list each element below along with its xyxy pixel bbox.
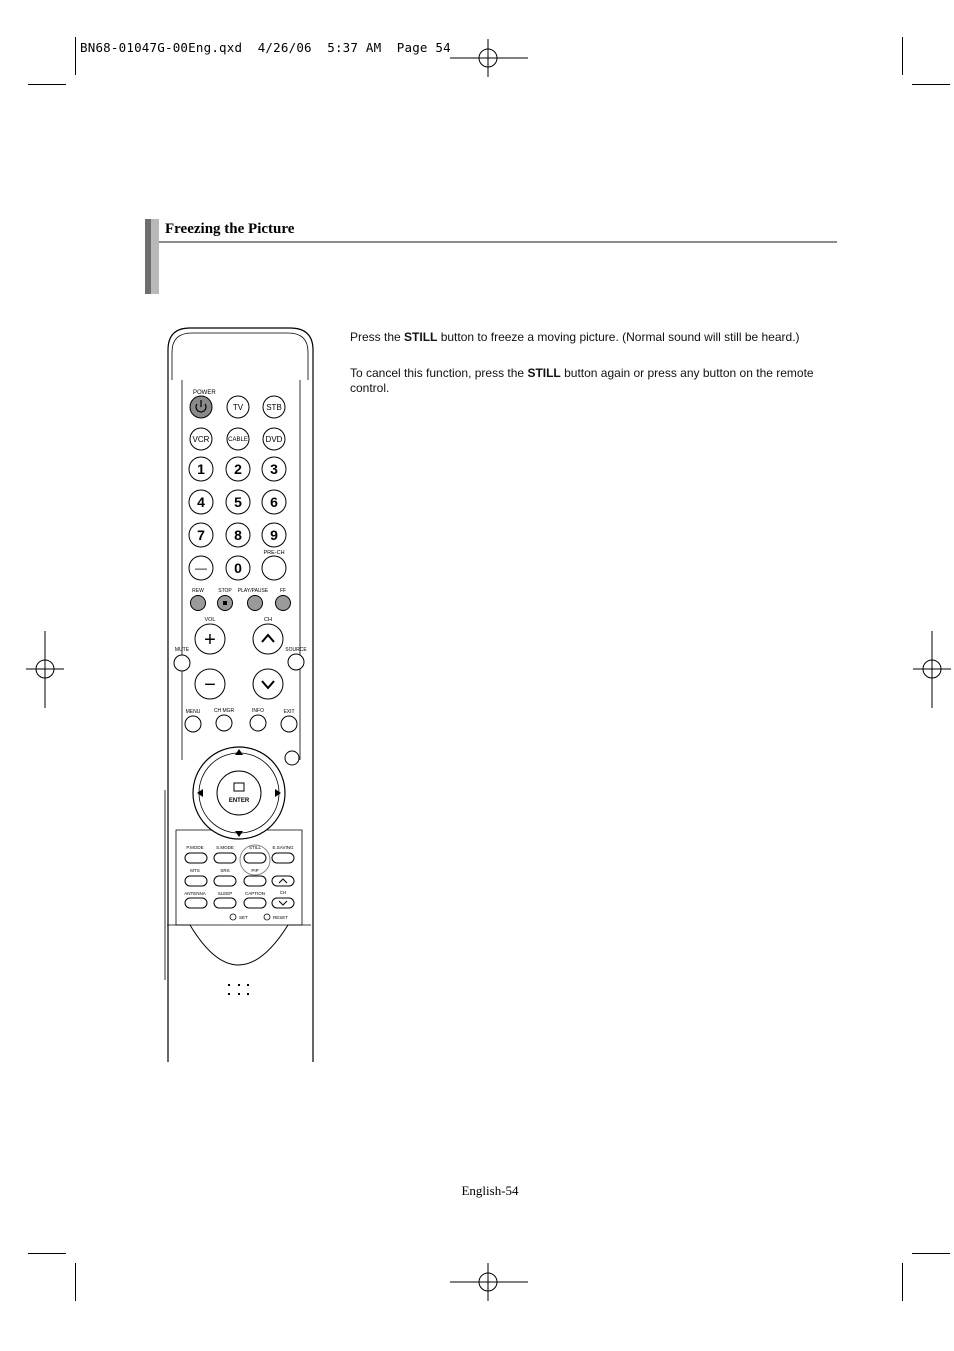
svg-text:9: 9 [270, 527, 278, 543]
svg-text:STB: STB [266, 403, 282, 412]
svg-text:PLAY/PAUSE: PLAY/PAUSE [237, 588, 269, 594]
page-number: English-54 [461, 1183, 519, 1198]
registration-mark-left [25, 630, 65, 710]
remote-control-illustration [160, 322, 322, 1067]
file-header: BN68-01047G-00Eng.qxd 4/26/06 5:37 AM Page 54 [80, 40, 451, 55]
svg-text:DVD: DVD [265, 435, 283, 444]
svg-text:FF: FF [279, 588, 287, 594]
svg-text:VOL: VOL [204, 617, 216, 623]
svg-text:SRS: SRS [220, 868, 230, 873]
svg-text:VCR: VCR [192, 435, 210, 444]
svg-text:MUTE: MUTE [174, 647, 190, 653]
svg-text:INFO: INFO [252, 708, 264, 714]
svg-text:S.MODE: S.MODE [216, 845, 234, 850]
svg-text:7: 7 [197, 527, 205, 543]
svg-text:CAPTION: CAPTION [244, 891, 266, 896]
svg-text:5: 5 [234, 494, 242, 510]
svg-text:—: — [195, 561, 207, 575]
svg-text:RESET: RESET [273, 915, 289, 920]
svg-text:6: 6 [270, 494, 278, 510]
title-rule [159, 241, 837, 243]
section-accent-bar-highlight [151, 219, 159, 294]
svg-text:CH: CH [264, 617, 272, 623]
svg-text:MTS: MTS [190, 868, 200, 873]
svg-text:2: 2 [234, 461, 242, 477]
svg-text:4: 4 [197, 494, 205, 510]
registration-mark-bottom [448, 1262, 530, 1302]
section-title: Freezing the Picture [165, 221, 295, 237]
svg-text:TV: TV [232, 403, 244, 412]
svg-text:3: 3 [270, 461, 278, 477]
remote-power-label: POWER [193, 390, 216, 396]
svg-text:0: 0 [234, 560, 242, 576]
svg-text:SLEEP: SLEEP [217, 891, 233, 896]
svg-text:SET: SET [239, 915, 248, 920]
svg-text:+: + [204, 629, 216, 651]
svg-text:EXIT: EXIT [283, 709, 295, 715]
svg-text:PIP: PIP [251, 868, 259, 873]
svg-text:STOP: STOP [218, 588, 232, 594]
svg-text:STILL: STILL [248, 845, 262, 850]
svg-text:PRE-CH: PRE-CH [263, 550, 285, 556]
registration-mark-right [912, 630, 952, 710]
svg-text:ANTENNA: ANTENNA [184, 891, 206, 896]
svg-text:P.MODE: P.MODE [186, 845, 204, 850]
svg-text:MENU: MENU [185, 709, 201, 715]
svg-text:CH MGR: CH MGR [213, 708, 235, 714]
svg-text:E.SAVING: E.SAVING [272, 845, 294, 850]
svg-text:ENTER: ENTER [228, 798, 250, 804]
instruction-paragraph-2: To cancel this function, press the STILL button again or press any button on the remote control. [350, 366, 814, 395]
svg-text:CABLE: CABLE [228, 437, 248, 443]
svg-text:−: − [204, 674, 216, 696]
svg-text:8: 8 [234, 527, 242, 543]
svg-text:REW: REW [192, 588, 204, 594]
svg-text:CH: CH [279, 890, 287, 895]
svg-text:SOURCE: SOURCE [285, 647, 307, 653]
svg-text:1: 1 [197, 461, 205, 477]
instruction-paragraph-1: Press the STILL button to freeze a moving picture. (Normal sound will still be heard.) [350, 330, 800, 344]
registration-mark-top [448, 38, 530, 78]
